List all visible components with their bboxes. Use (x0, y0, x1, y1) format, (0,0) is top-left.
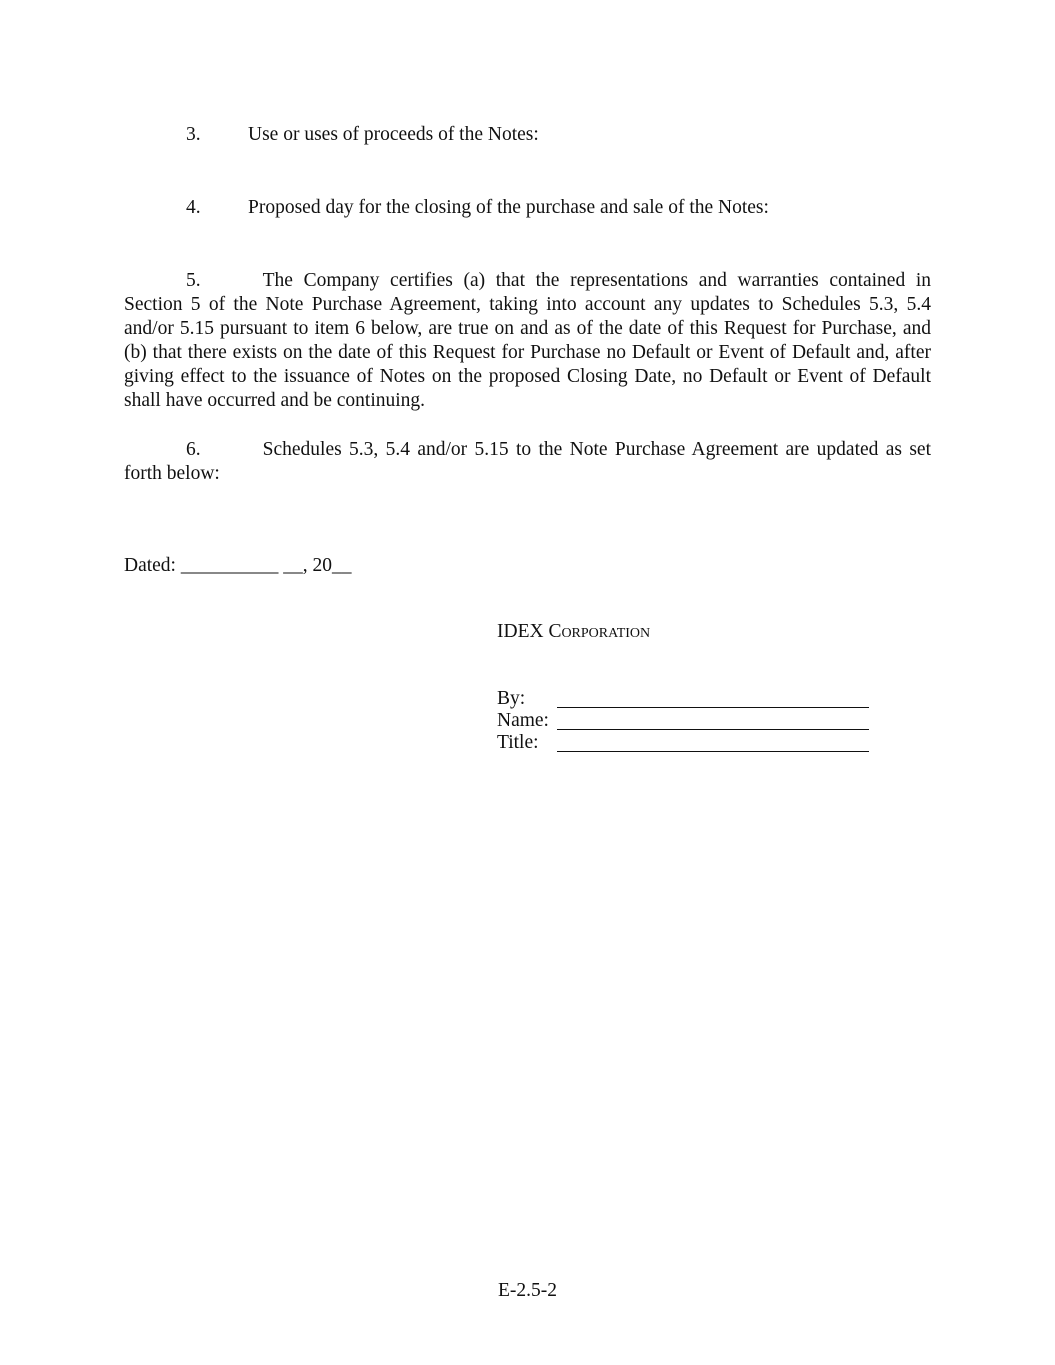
item-3 (0, 124, 1055, 148)
signature-name-row (497, 710, 869, 732)
signature-name-label: Name: (497, 710, 549, 731)
page-footer: E-2.5-2 (497, 1280, 558, 1301)
signature-title-line (557, 751, 869, 752)
item-3-text: Use or uses of proceeds of the Notes: (248, 124, 539, 145)
signature-by-row (497, 688, 869, 710)
signature-title-row (497, 732, 869, 754)
item-4-number: 4. (186, 197, 201, 218)
item-6-number: 6. (186, 439, 201, 460)
signature-title-label: Title: (497, 732, 539, 753)
item-3-number: 3. (186, 124, 201, 145)
item-4-text: Proposed day for the closing of the purchase and sale of the Notes: (248, 197, 769, 218)
signature-name-line (557, 729, 869, 730)
item-6-text: Schedules 5.3, 5.4 and/or 5.15 to the Note Purchase Agreement are updated as set forth below: (124, 439, 931, 484)
item-4 (0, 197, 1055, 221)
signature-by-line (557, 707, 869, 708)
item-5-number: 5. (186, 270, 201, 291)
dated-line: Dated: __________ __, 20__ (124, 555, 352, 576)
signature-by-label: By: (497, 688, 526, 709)
item-6 (124, 438, 931, 486)
item-5-text: The Company certifies (a) that the representations and warranties contained in Section 5 of the Note Purchase Agreement, taking into account any updates to Schedules 5.3, 5.4 and/or 5.15 pursuant to item 6 below, are true on and as of the date of this Request for Purchase, and (b) that there exists on the date of this Request for Purchase no Default or Event of Default and, after giving effect to the issuance of Notes on the proposed Closing Date, no Default or Event of Default shall have occurred and be continuing. (124, 270, 931, 411)
company-name: IDEX Corporation (497, 621, 651, 642)
item-5 (124, 269, 931, 413)
